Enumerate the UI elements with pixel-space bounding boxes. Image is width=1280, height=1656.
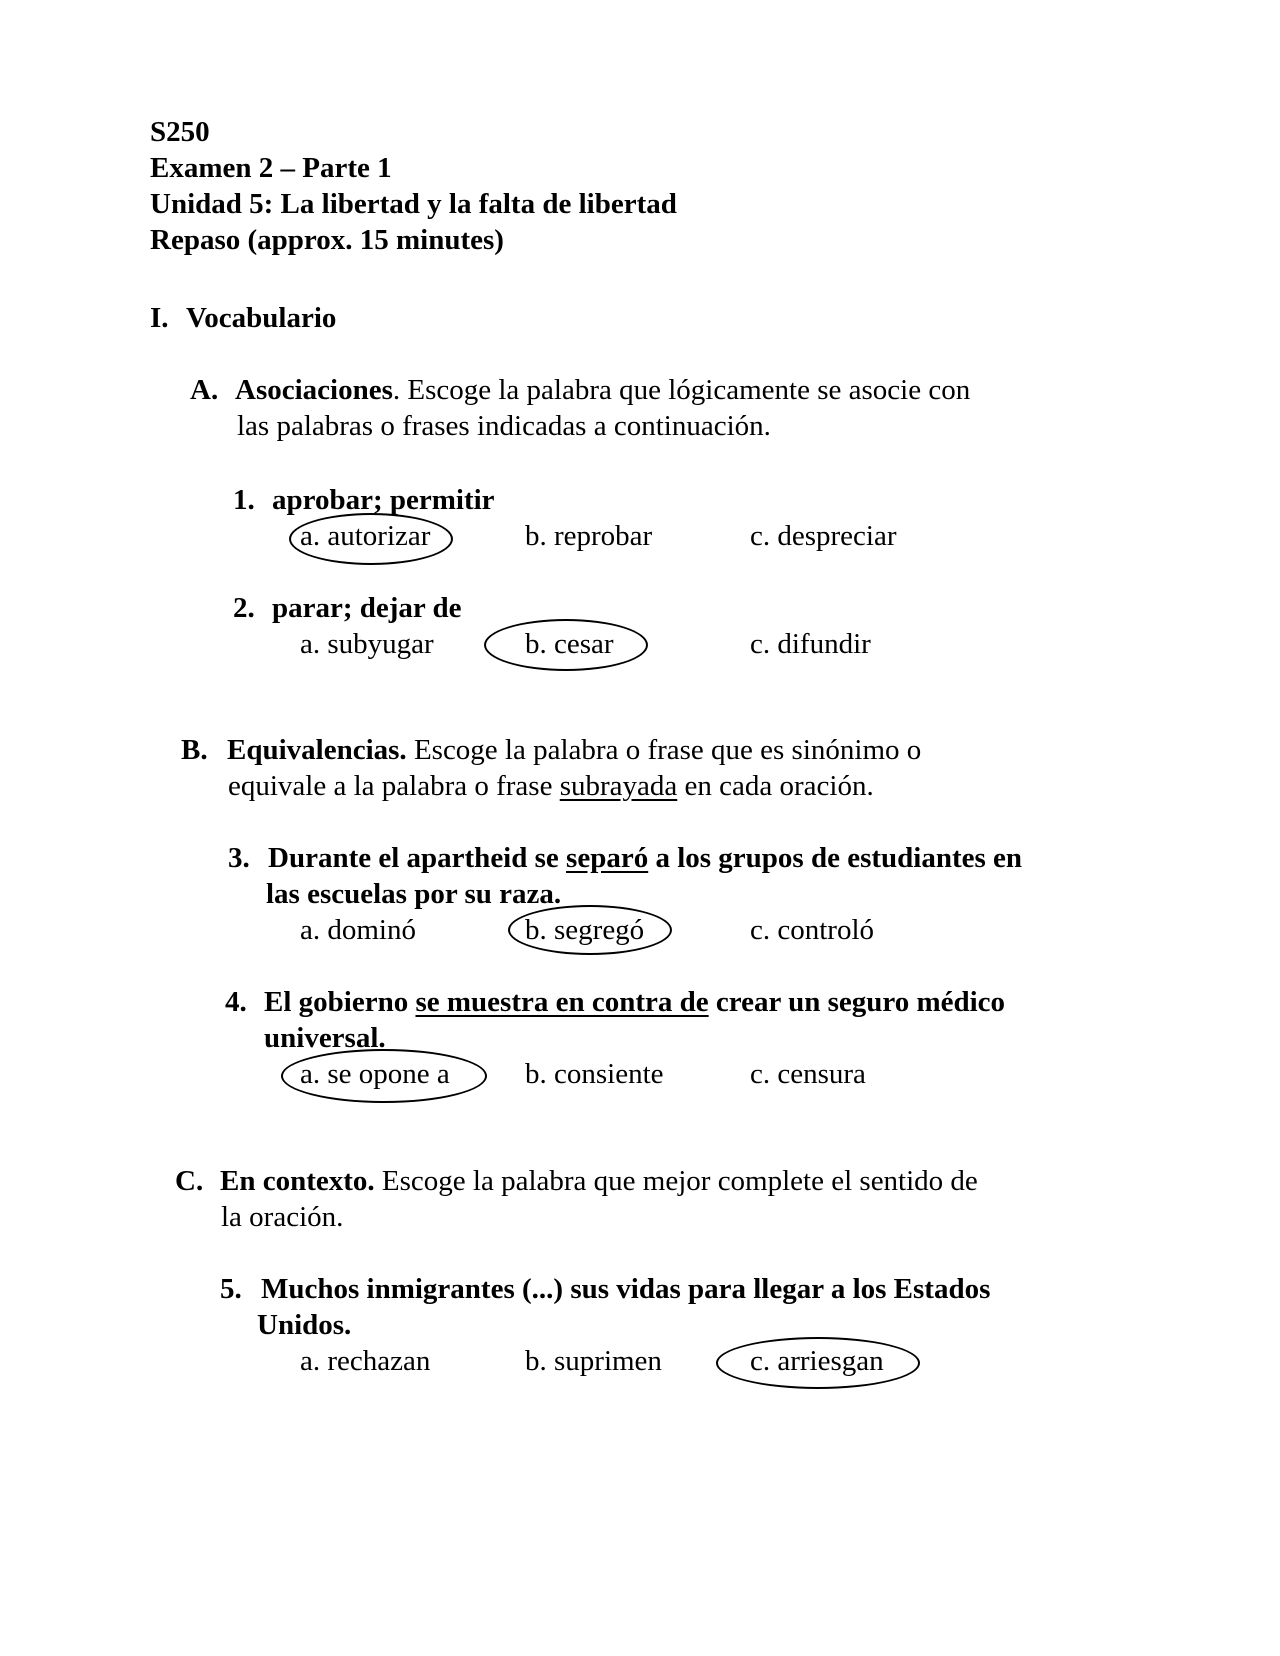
question-3-text-end: a los grupos de estudiantes en (648, 842, 1023, 874)
question-5-option-a[interactable]: a. rechazan (300, 1345, 431, 1377)
question-4-prompt-line1 (264, 984, 1005, 1020)
question-4-underlined: se muestra en contra de (415, 986, 709, 1018)
question-2-number: 2. (233, 592, 255, 624)
question-5-prompt-line2: Unidos. (257, 1309, 352, 1341)
part-c-instr-line2: la oración. (221, 1201, 344, 1233)
question-5-option-c[interactable]: c. arriesgan (750, 1345, 884, 1377)
question-3-prompt-line2: las escuelas por su raza. (266, 878, 562, 910)
question-3-prompt-line1 (268, 840, 1022, 876)
part-a-instr-line2: las palabras o frases indicadas a continuación. (237, 410, 771, 442)
question-4-prompt-line2: universal. (264, 1022, 386, 1054)
question-4-option-b[interactable]: b. consiente (525, 1058, 664, 1090)
review-note: Repaso (approx. 15 minutes) (150, 224, 504, 256)
part-b-instr-line2 (228, 768, 874, 804)
question-4-option-c[interactable]: c. censura (750, 1058, 866, 1090)
question-4-number: 4. (225, 986, 247, 1018)
question-5-number: 5. (220, 1273, 242, 1305)
question-3-number: 3. (228, 842, 250, 874)
part-b-letter: B. (181, 734, 208, 766)
question-1-option-a[interactable]: a. autorizar (300, 520, 431, 552)
part-b-instr2-start: equivale a la palabra o frase (228, 770, 560, 802)
part-b-instr2-underlined: subrayada (559, 770, 678, 802)
part-a-letter: A. (190, 374, 219, 406)
part-c-letter: C. (175, 1165, 204, 1197)
part-c-instructions (220, 1163, 978, 1199)
part-b-title: Equivalencias. (227, 734, 407, 766)
question-5-prompt-line1: Muchos inmigrantes (...) sus vidas para llegar a los Estados (261, 1273, 991, 1305)
question-3-text-start: Durante el apartheid se (268, 842, 567, 874)
section-title: Vocabulario (186, 302, 337, 334)
question-1-number: 1. (233, 484, 255, 516)
unit-title: Unidad 5: La libertad y la falta de libertad (150, 188, 677, 220)
part-b-instr-line1: Escoge la palabra o frase que es sinónimo o (406, 734, 922, 766)
part-c-instr-line1: Escoge la palabra que mejor complete el sentido de (374, 1165, 978, 1197)
course-code: S250 (150, 116, 210, 148)
question-2-option-a[interactable]: a. subyugar (300, 628, 434, 660)
question-3-option-c[interactable]: c. controló (750, 914, 875, 946)
question-4-text-end: crear un seguro médico (708, 986, 1006, 1018)
section-numeral: I. (150, 302, 169, 334)
part-b-instr2-end: en cada oración. (677, 770, 874, 802)
question-4-option-a[interactable]: a. se opone a (300, 1058, 450, 1090)
question-3-underlined: separó (566, 842, 649, 874)
question-4-text-start: El gobierno (264, 986, 416, 1018)
part-a-title: Asociaciones (235, 374, 393, 406)
question-5-option-b[interactable]: b. suprimen (525, 1345, 662, 1377)
part-a-instr-line1: . Escoge la palabra que lógicamente se asocie con (392, 374, 971, 406)
part-c-title: En contexto. (220, 1165, 375, 1197)
question-3-option-b[interactable]: b. segregó (525, 914, 645, 946)
question-2-prompt: parar; dejar de (272, 592, 462, 624)
exam-title: Examen 2 – Parte 1 (150, 152, 392, 184)
question-2-option-c[interactable]: c. difundir (750, 628, 871, 660)
question-3-option-a[interactable]: a. dominó (300, 914, 416, 946)
question-1-prompt: aprobar; permitir (272, 484, 495, 516)
question-1-option-c[interactable]: c. despreciar (750, 520, 897, 552)
question-1-option-b[interactable]: b. reprobar (525, 520, 653, 552)
part-a-instructions (235, 372, 970, 408)
part-b-instructions (227, 732, 921, 768)
question-2-option-b[interactable]: b. cesar (525, 628, 614, 660)
